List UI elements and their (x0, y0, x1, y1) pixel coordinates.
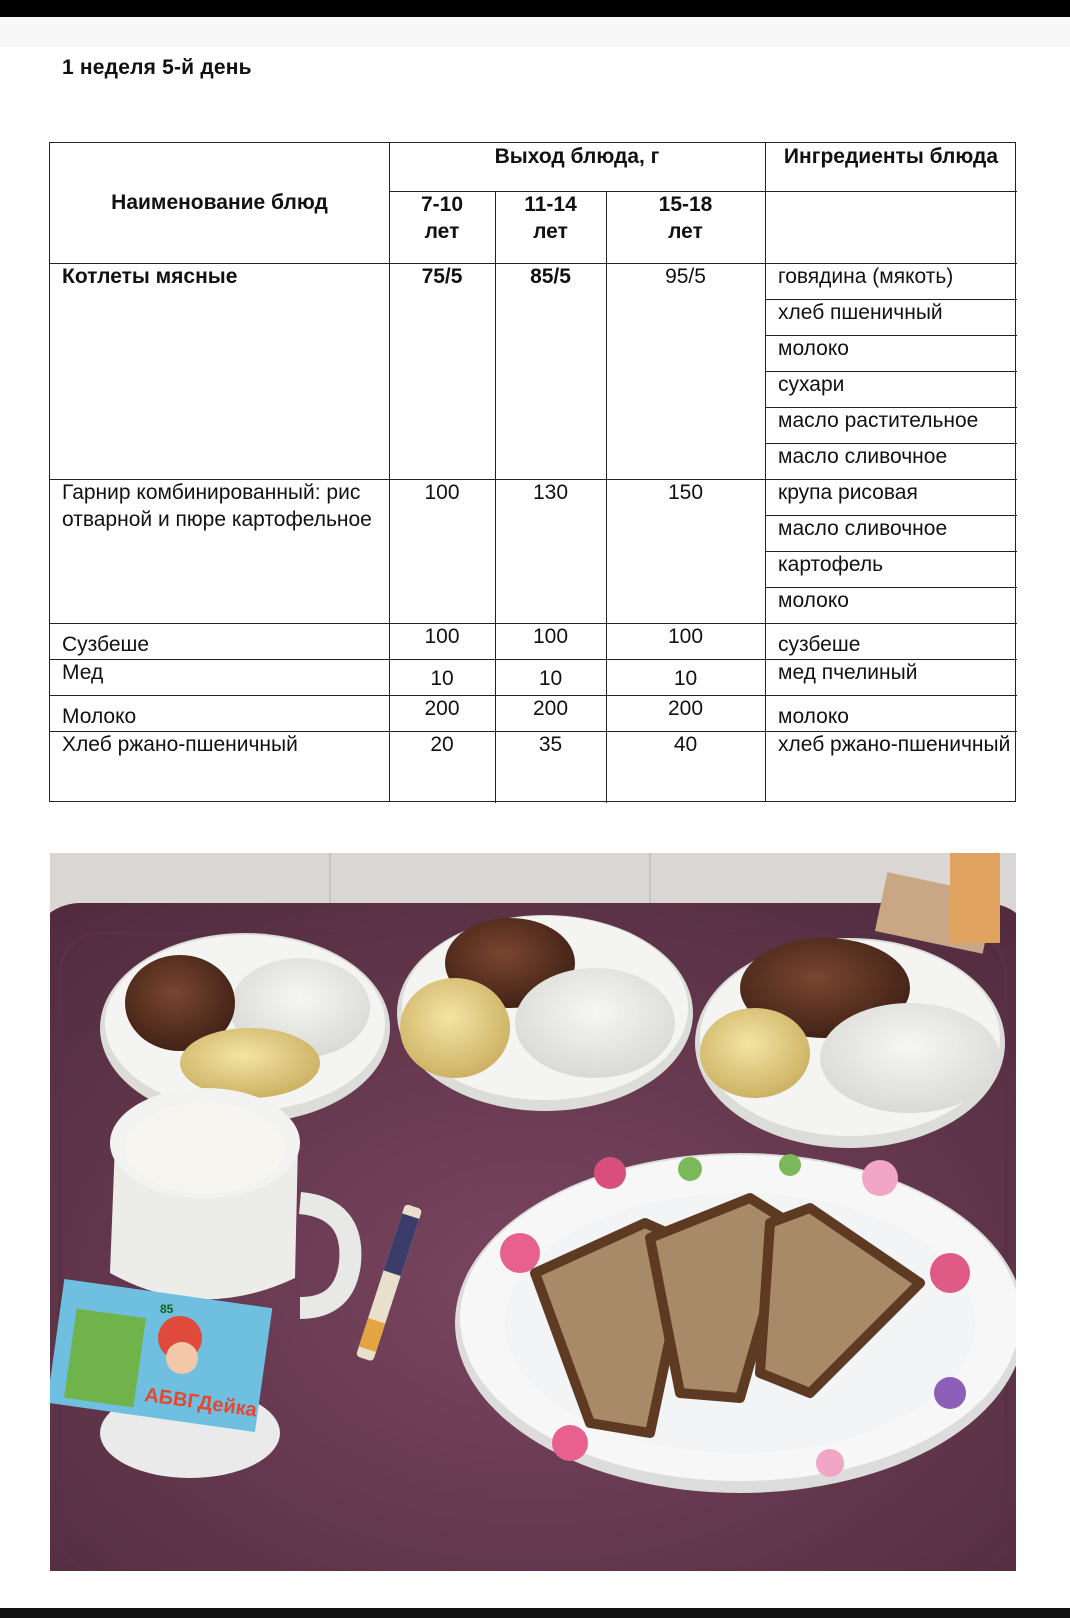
page-heading: 1 неделя 5-й день (62, 56, 252, 79)
header-yield: Выход блюда, г (494, 145, 660, 168)
top-status-bar (0, 0, 1070, 17)
menu-table (49, 142, 1016, 802)
ingredient: масло растительное (778, 409, 979, 432)
top-strip (0, 17, 1070, 47)
ingredient: молоко (778, 337, 849, 360)
yield-value: 10 (538, 667, 563, 690)
age-group-15-18: 15-18 лет (658, 193, 713, 243)
ingredient: масло сливочное (778, 445, 948, 468)
yield-value: 95/5 (665, 265, 706, 288)
ingredient: хлеб ржано-пшеничный (778, 733, 1011, 756)
dish-name: Гарнир комбинированный: рис отварной и пюре картофельное (62, 481, 372, 531)
dish-name: Сузбеше (62, 633, 150, 656)
honey-pack-badge: 85 (160, 1302, 174, 1316)
ingredient: молоко (778, 705, 849, 728)
yield-value: 40 (673, 733, 698, 756)
yield-value: 150 (667, 481, 704, 504)
header-dish: Наименование блюд (111, 191, 328, 214)
ingredient: молоко (778, 589, 849, 612)
honey-pack-brand: АБВГДейка (143, 1383, 259, 1422)
yield-value: 10 (430, 667, 454, 690)
yield-value: 100 (532, 625, 569, 648)
yield-value: 10 (673, 667, 698, 690)
bread-plate (455, 1153, 1016, 1493)
yield-value: 85/5 (530, 265, 571, 288)
yield-value: 130 (532, 481, 569, 504)
yield-value: 200 (667, 697, 704, 720)
meal-photo (50, 853, 1016, 1571)
dish-name: Мед (62, 661, 104, 684)
dish-name: Хлеб ржано-пшеничный (62, 733, 298, 756)
yield-value: 100 (424, 481, 460, 504)
grid-line (765, 143, 766, 801)
yield-value: 200 (424, 697, 460, 720)
meal-illustration (50, 853, 1016, 1571)
ingredient: сузбеше (778, 633, 861, 656)
yield-value: 20 (430, 733, 454, 756)
age-group-11-14: 11-14 лет (524, 193, 577, 243)
bottom-bar (0, 1608, 1070, 1618)
header-ingredients: Ингредиенты блюда (783, 145, 999, 168)
bowl-center (397, 915, 693, 1111)
bowl-right (695, 938, 1005, 1148)
yield-value: 100 (424, 625, 460, 648)
ingredient: крупа рисовая (778, 481, 918, 504)
ingredient: масло сливочное (778, 517, 948, 540)
yield-value: 75/5 (421, 265, 463, 288)
dish-name: Котлеты мясные (62, 265, 238, 288)
yield-value: 100 (667, 625, 704, 648)
ingredient: сухари (778, 373, 845, 396)
box (950, 853, 1000, 943)
yield-value: 35 (538, 733, 563, 756)
ingredient: мед пчелиный (778, 661, 918, 684)
dish-name: Молоко (62, 705, 137, 728)
yield-value: 200 (532, 697, 569, 720)
ingredient: картофель (778, 553, 884, 576)
ingredient: хлеб пшеничный (778, 301, 943, 324)
age-group-7-10: 7-10 лет (420, 193, 464, 243)
ingredient: говядина (мякоть) (778, 265, 954, 288)
